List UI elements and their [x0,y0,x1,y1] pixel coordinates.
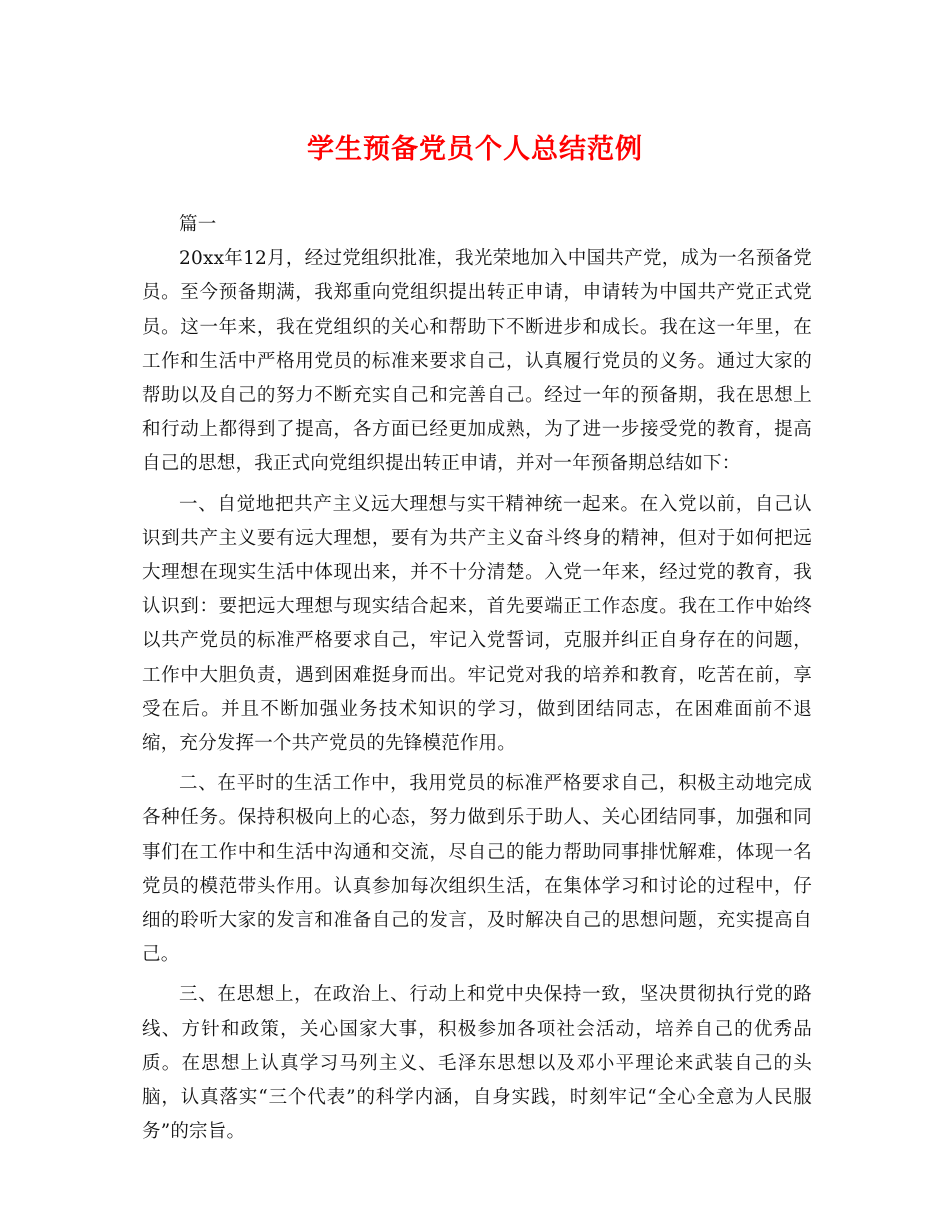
paragraph-point-1: 一、自觉地把共产主义远大理想与实干精神统一起来。在入党以前，自己认识到共产主义要有远大理想，要有为共产主义奋斗终身的精神，但对于如何把远大理想在现实生活中体现出来，并不十分清楚。入党一年来，经过党的教育，我认识到：要把远大理想与现实结合起来，首先要端正工作态度。我在工作中始终以共产党员的标准严格要求自己，牢记入党誓词，克服并纠正自身存在的问题，工作中大胆负责，遇到困难挺身而出。牢记党对我的培养和教育，吃苦在前，享受在后。并且不断加强业务技术知识的学习，做到团结同志，在困难面前不退缩，充分发挥一个共产党员的先锋模范作用。 [142,493,812,755]
paragraph-point-3: 三、在思想上，在政治上、行动上和党中央保持一致，坚决贯彻执行党的路线、方针和政策，关心国家大事，积极参加各项社会活动，培养自己的优秀品质。在思想上认真学习马列主义、毛泽东思想以及邓小平理论来武装自己的头脑，认真落实“三个代表”的科学内涵，自身实践，时刻牢记“全心全意为人民服务”的宗旨。 [142,984,812,1143]
section-heading: 篇一 [179,214,217,235]
paragraph-intro: 20xx年12月，经过党组织批准，我光荣地加入中国共产党，成为一名预备党员。至今预备期满，我郑重向党组织提出转正申请，申请转为中国共产党正式党员。这一年来，我在党组织的关心和帮助下不断进步和成长。我在这一年里，在工作和生活中严格用党员的标准来要求自己，认真履行党员的义务。通过大家的帮助以及自己的努力不断充实自己和完善自己。经过一年的预备期，我在思想上和行动上都得到了提高，各方面已经更加成熟，为了进一步接受党的教育，提高自己的思想，我正式向党组织提出转正申请，并对一年预备期总结如下： [142,248,812,475]
paragraph-point-2: 二、在平时的生活工作中，我用党员的标准严格要求自己，积极主动地完成各种任务。保持积极向上的心态，努力做到乐于助人、关心团结同事，加强和同事们在工作中和生活中沟通和交流，尽自己的能力帮助同事排忧解难，体现一名党员的模范带头作用。认真参加每次组织生活，在集体学习和讨论的过程中，仔细的聆听大家的发言和准备自己的发言，及时解决自己的思想问题，充实提高自己。 [142,773,812,966]
document-title: 学生预备党员个人总结范例 [307,134,643,165]
document-body [142,208,812,1149]
